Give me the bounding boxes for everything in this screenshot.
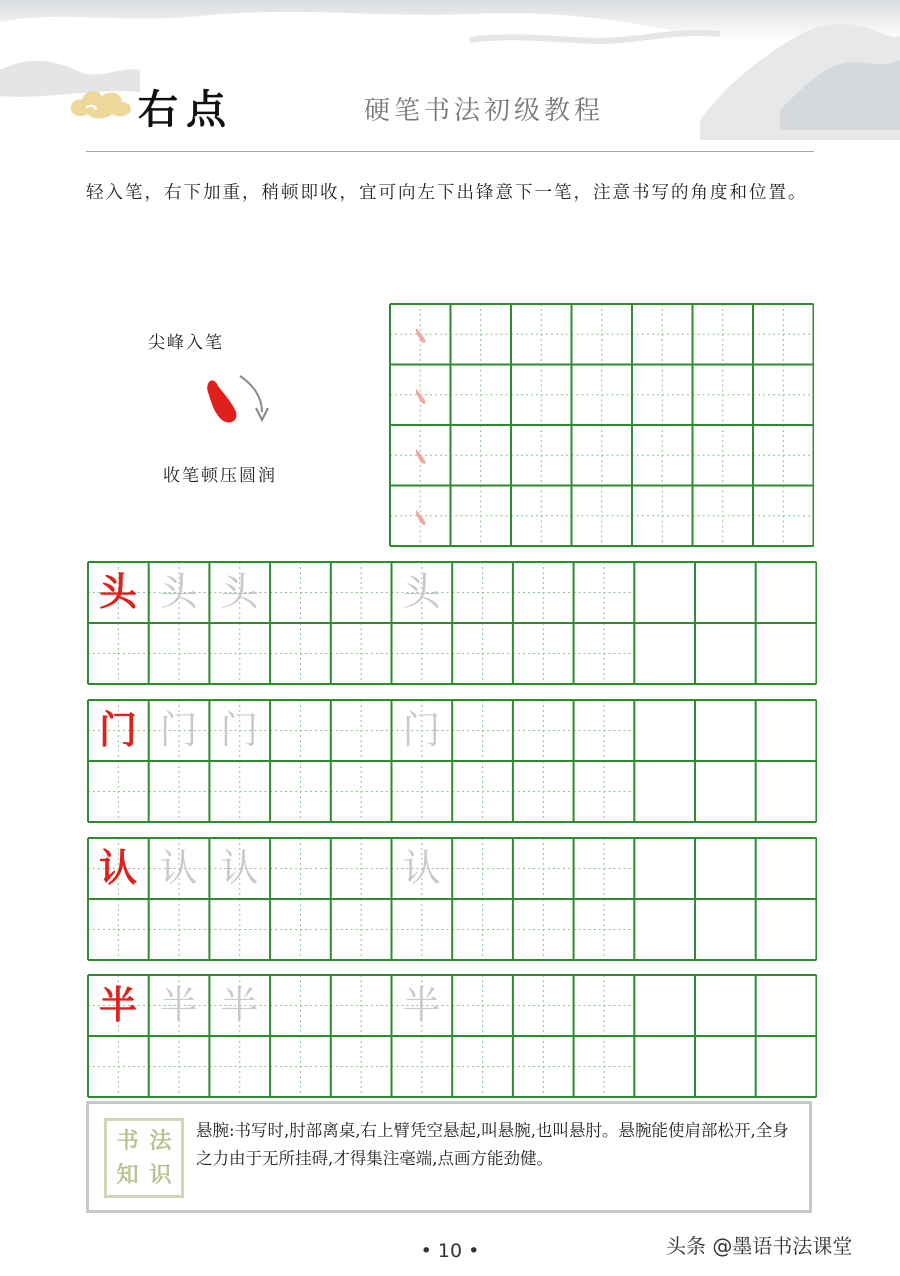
trace-character: 半	[220, 983, 259, 1027]
trace-character: 头	[220, 570, 259, 614]
right-dot-trace-mark	[414, 508, 428, 528]
right-dot-trace-mark	[414, 447, 428, 467]
trace-character: 认	[402, 846, 441, 890]
right-dot-stroke-illustration	[190, 372, 280, 444]
right-dot-trace-mark	[414, 326, 428, 346]
model-character: 头	[98, 570, 137, 614]
header-divider	[86, 151, 814, 152]
model-character: 认	[98, 846, 137, 890]
page-number: • 10 •	[420, 1240, 480, 1262]
trace-character: 半	[402, 983, 441, 1027]
model-character: 门	[98, 708, 137, 752]
trace-character: 门	[402, 708, 441, 752]
trace-character: 头	[159, 570, 198, 614]
knowledge-seal	[104, 1118, 184, 1198]
trace-character: 认	[159, 846, 198, 890]
source-watermark: 头条 @墨语书法课堂	[666, 1234, 853, 1258]
trace-character: 门	[159, 708, 198, 752]
stroke-start-label: 尖峰入笔	[148, 333, 224, 353]
trace-character: 门	[220, 708, 259, 752]
model-character: 半	[98, 983, 137, 1027]
trace-character: 半	[159, 983, 198, 1027]
seal-char: 识	[149, 1163, 172, 1188]
trace-character: 头	[402, 570, 441, 614]
book-title: 硬笔书法初级教程	[364, 96, 605, 126]
intro-paragraph: 轻入笔，右下加重，稍顿即收，宜可向左下出锋意下一笔，注意书写的角度和位置。	[86, 183, 808, 203]
lesson-title: 右点	[138, 87, 234, 133]
seal-char: 法	[149, 1129, 172, 1154]
trace-character: 认	[220, 846, 259, 890]
right-dot-trace-mark	[414, 387, 428, 407]
knowledge-text: 悬腕:书写时,肘部离桌,右上臂凭空悬起,叫悬腕,也叫悬肘。悬腕能使肩部松开,全身之力由于无所挂碍,才得集注毫端,点画方能劲健。	[196, 1121, 789, 1168]
seal-char: 书	[116, 1129, 139, 1154]
cloud-icon	[66, 82, 134, 122]
seal-char: 知	[116, 1163, 139, 1188]
stroke-end-label: 收笔顿压圆润	[163, 466, 277, 486]
stroke-practice-grid	[389, 303, 814, 547]
